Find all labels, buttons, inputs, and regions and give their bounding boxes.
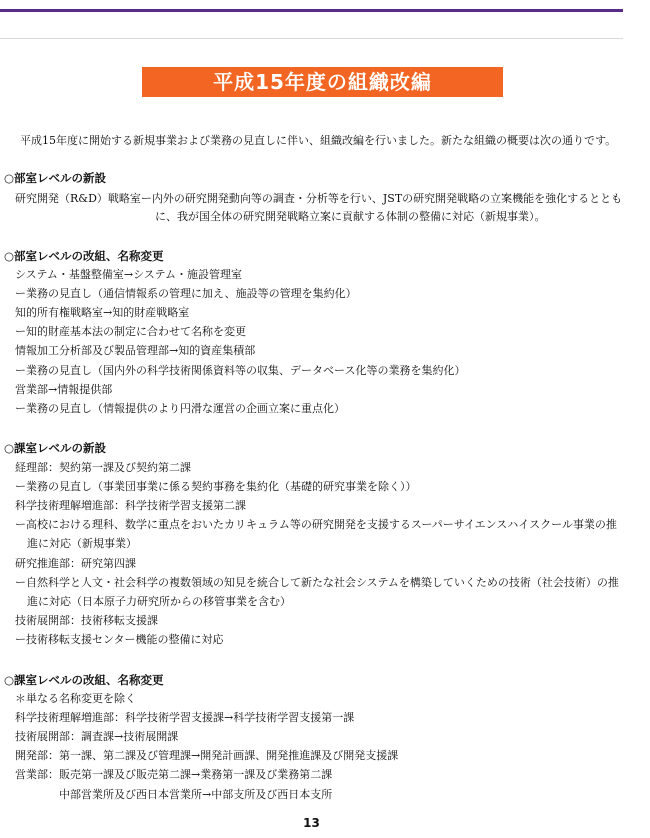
section-line: 進に対応（日本原子力研究所からの移管事業を含む） [27, 595, 291, 608]
page-title: 平成15年度の組織改編 [142, 67, 503, 97]
section-line: 知的所有権戦略室→知的財産戦略室 [15, 306, 190, 319]
section-line: ー業務の見直し（情報提供のより円滑な運営の企画立案に重点化） [15, 402, 345, 415]
section-line: 開発部：第一課、第二課及び管理課→開発計画課、開発推進課及び開発支援課 [15, 749, 399, 762]
section-line: ー知的財産基本法の制定に合わせて名称を変更 [15, 325, 246, 338]
section-line: 技術展開部：調査課→技術展開課 [15, 730, 179, 743]
section-line: 情報加工分析部及び製品管理部→知的資産集積部 [15, 344, 256, 357]
section-line: 営業部：販売第一課及び販売第二課→業務第一課及び業務第二課 [15, 768, 333, 781]
section-line: 中部営業所及び西日本営業所→中部支所及び西日本支所 [59, 788, 333, 801]
section-line: 科学技術理解増進部：科学技術学習支援課→科学技術学習支援第一課 [15, 711, 355, 724]
section-line: ー高校における理科、数学に重点をおいたカリキュラム等の研究開発を支援するスーパーサイエンスハイスクール事業の推 [15, 518, 617, 531]
section-line: ＊単なる名称変更を除く [15, 692, 136, 705]
top-rule [0, 9, 623, 12]
section-heading: ○課室レベルの新設 [4, 441, 107, 455]
section-heading: ○課室レベルの改組、名称変更 [4, 673, 164, 687]
section-line: 技術展開部：技術移転支援課 [15, 614, 158, 627]
section-line: ー自然科学と人文・社会科学の複数領域の知見を統合して新たな社会システムを構築していくための技術（社会技術）の推 [15, 576, 619, 589]
section-line: に、我が国全体の研究開発戦略立案に貢献する体制の整備に対応（新規事業）。 [155, 210, 546, 223]
section-line: 営業部→情報提供部 [15, 383, 113, 396]
section-line: ー業務の見直し（国内外の科学技術関係資料等の収集、データベース化等の業務を集約化） [15, 364, 466, 377]
section-line: 経理部：契約第一課及び契約第二課 [15, 461, 191, 474]
section-line: 研究推進部：研究第四課 [15, 557, 136, 570]
section-line: 科学技術理解増進部：科学技術学習支援第二課 [15, 499, 246, 512]
top-divider [0, 38, 623, 39]
section-heading: ○部室レベルの新設 [4, 171, 107, 185]
section-heading: ○部室レベルの改組、名称変更 [4, 249, 164, 263]
section-line: 進に対応（新規事業） [27, 537, 137, 550]
section-line: 研究開発（R&D）戦略室ー内外の研究開発動向等の調査・分析等を行い、JSTの研究開発戦略の立案機能を強化するととも [15, 192, 623, 205]
page-number: 13 [303, 816, 320, 830]
section-line: システム・基盤整備室→システム・施設管理室 [15, 268, 243, 281]
section-line: ー業務の見直し（事業団事業に係る契約事務を集約化（基礎的研究事業を除く）） [15, 480, 417, 493]
section-line: ー業務の見直し（通信情報系の管理に加え、施設等の管理を集約化） [15, 287, 357, 300]
section-line: ー技術移転支援センター機能の整備に対応 [15, 633, 224, 646]
intro-text: 平成15年度に開始する新規事業および業務の見直しに伴い、組織改編を行いました。新たな組織の概要は次の通りです。 [20, 134, 617, 147]
